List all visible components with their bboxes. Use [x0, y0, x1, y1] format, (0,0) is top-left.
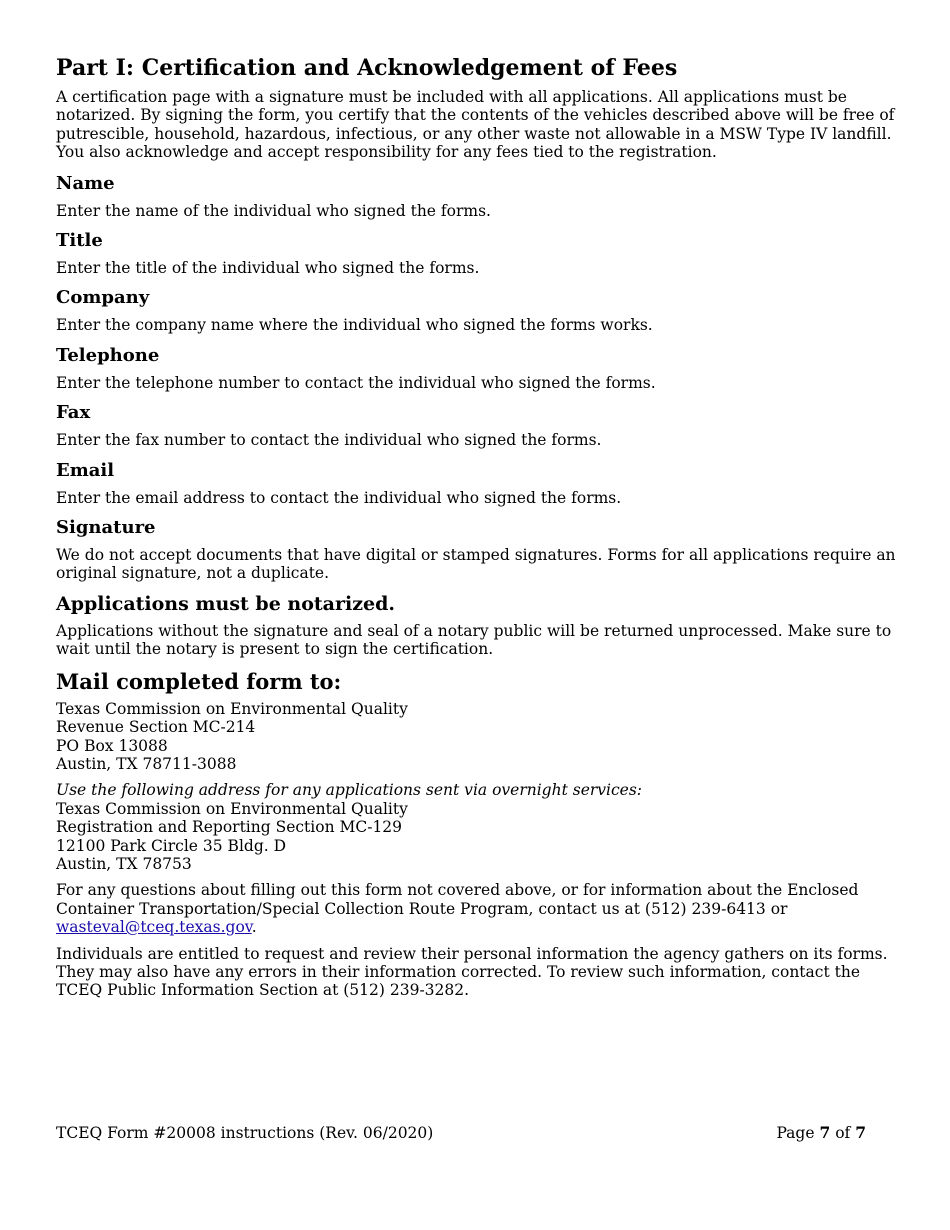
- address-line: Austin, TX 78711-3088: [56, 754, 237, 773]
- address-line: 12100 Park Circle 35 Bldg. D: [56, 836, 287, 855]
- overnight-note: Use the following address for any applications sent via overnight services:: [56, 781, 643, 800]
- field-heading-email: Email: [56, 459, 115, 481]
- field-text-name: Enter the name of the individual who signed the forms.: [56, 201, 491, 220]
- mailing-address: [56, 700, 896, 774]
- contact-text-end: .: [251, 918, 257, 937]
- field-text-fax: Enter the fax number to contact the individual who signed the forms.: [56, 431, 602, 450]
- field-heading-company: Company: [56, 287, 150, 309]
- address-line: Texas Commission on Environmental Quality: [56, 799, 408, 818]
- notarized-section: [56, 592, 896, 659]
- field-text-telephone: Enter the telephone number to contact the individual who signed the forms.: [56, 373, 656, 392]
- part1-title: Part I: Certification and Acknowledgement of Fees: [56, 55, 678, 81]
- field-heading-signature: Signature: [56, 517, 156, 539]
- contact-paragraph: [56, 881, 896, 936]
- field-text-company: Enter the company name where the individual who signed the forms works.: [56, 316, 653, 335]
- page-number: [776, 1123, 866, 1143]
- overnight-address: [56, 781, 896, 873]
- field-heading-fax: Fax: [56, 402, 91, 424]
- field-text-title: Enter the title of the individual who signed the forms.: [56, 259, 480, 278]
- notarized-text: Applications without the signature and seal of a notary public will be returned unprocessed. Make sure to wait until the notary is present to sign the certification.: [56, 621, 892, 659]
- page-current: 7: [819, 1123, 831, 1142]
- address-line: Texas Commission on Environmental Quality: [56, 699, 408, 718]
- field-title-section: [56, 229, 896, 277]
- field-text-email: Enter the email address to contact the individual who signed the forms.: [56, 488, 622, 507]
- field-company-section: [56, 286, 896, 334]
- document-page: [56, 54, 896, 1008]
- notarized-heading: Applications must be notarized.: [56, 592, 395, 615]
- field-signature-section: [56, 516, 896, 583]
- contact-text: For any questions about filling out this form not covered above, or for information about the Enclosed Container Transportation/Special Collection Route Program, contact us at (512) 239-6413 or: [56, 881, 859, 918]
- address-line: Registration and Reporting Section MC-129: [56, 818, 403, 837]
- privacy-paragraph: Individuals are entitled to request and review their personal information the agency gathers on its forms. They may also have any errors in their information corrected. To review such information, contact the TCEQ Public Information Section at (512) 239-3282.: [56, 944, 888, 1000]
- field-fax-section: [56, 401, 896, 449]
- form-id: TCEQ Form #20008 instructions (Rev. 06/2020): [56, 1124, 434, 1142]
- address-line: Revenue Section MC-214: [56, 718, 256, 737]
- field-name-section: [56, 172, 896, 220]
- page-total: 7: [855, 1123, 866, 1142]
- mail-heading: Mail completed form to:: [56, 668, 342, 694]
- page-word: Page: [776, 1124, 815, 1142]
- field-text-signature: We do not accept documents that have digital or stamped signatures. Forms for all applications require an original signature, not a duplicate.: [56, 546, 896, 583]
- field-heading-name: Name: [56, 172, 115, 194]
- field-heading-telephone: Telephone: [56, 344, 160, 366]
- address-line: PO Box 13088: [56, 736, 168, 755]
- field-email-section: [56, 459, 896, 507]
- page-of: of: [835, 1124, 851, 1142]
- field-heading-title: Title: [56, 230, 103, 252]
- part1-intro: A certification page with a signature must be included with all applications. All applications must be notarized. By signing the form, you certify that the contents of the vehicles described above will be free of putrescible, household, hazardous, infectious, or any other waste not allowable in a MSW Type IV landfill. You also acknowledge and accept responsibility for any fees tied to the registration.: [56, 88, 895, 162]
- contact-email-link[interactable]: wasteval@tceq.texas.gov: [56, 918, 252, 937]
- address-line: Austin, TX 78753: [56, 854, 192, 873]
- field-telephone-section: [56, 344, 896, 392]
